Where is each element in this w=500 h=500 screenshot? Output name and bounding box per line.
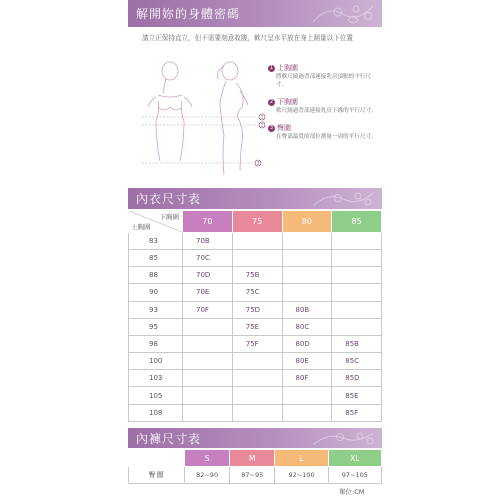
size-cell: 75F [232, 335, 282, 352]
pants-table-header [129, 450, 382, 467]
size-cell [282, 284, 332, 301]
under-bust-header: 下胸圍 [159, 213, 179, 221]
table-row [129, 467, 382, 484]
marker-1: 1 [260, 114, 264, 120]
measure-title: 解開妳的身體密碼 [136, 7, 241, 21]
measure-section [128, 27, 382, 179]
size-cell: 70F [183, 301, 233, 318]
size-cell [332, 284, 382, 301]
size-header-xl: XL [328, 450, 381, 467]
legend-title: 下胸圍 [277, 98, 298, 106]
size-cell [232, 249, 282, 266]
upper-bust-value: 90 [129, 284, 183, 301]
table-row [129, 387, 382, 404]
upper-bust-value: 88 [129, 267, 183, 284]
size-cell [332, 232, 382, 249]
size-cell [332, 318, 382, 335]
size-cell [332, 249, 382, 266]
legend-item-upper-bust [268, 63, 378, 89]
upper-bust-value: 100 [129, 353, 183, 370]
size-cell [183, 353, 233, 370]
size-cell: 75D [232, 301, 282, 318]
pants-size-table [128, 449, 382, 484]
marker-3: 3 [256, 160, 260, 166]
upper-bust-value: 108 [129, 404, 183, 421]
hip-range-cell: 97~105 [328, 467, 381, 484]
size-cell: 80B [282, 301, 332, 318]
measure-banner [128, 0, 382, 27]
size-cell [332, 301, 382, 318]
size-cell [282, 232, 332, 249]
column-header-85: 85 [332, 211, 382, 233]
upper-bust-value: 98 [129, 335, 183, 352]
size-cell: 80F [282, 370, 332, 387]
measure-legend [268, 63, 378, 149]
upper-bust-value: 95 [129, 318, 183, 335]
number-2-icon: 2 [269, 98, 274, 105]
size-cell [282, 404, 332, 421]
legend-item-hip [268, 123, 378, 141]
upper-bust-value: 93 [129, 301, 183, 318]
hip-range-cell: 92~100 [275, 467, 328, 484]
order-size-label: Order size [129, 450, 185, 467]
size-cell: 80D [282, 335, 332, 352]
size-cell [183, 318, 233, 335]
hip-range-cell: 82~90 [185, 467, 230, 484]
upper-bust-value: 85 [129, 249, 183, 266]
size-cell [332, 267, 382, 284]
size-cell [183, 370, 233, 387]
upper-bust-value: 83 [129, 232, 183, 249]
size-header-l: L [275, 450, 328, 467]
table-row [129, 301, 382, 318]
legend-desc: 將軟尺繞過背部連接乳房頂點的平行尺寸。 [276, 74, 372, 88]
measure-intro: 請立正保持直立，但不需要刻意收腹，軟尺呈水平放在身上測量以下位置 [142, 34, 353, 42]
bra-size-table [128, 210, 382, 422]
legend-desc: 在臀部最寬的部位測量一周的平行尺寸。 [276, 134, 377, 140]
size-cell [183, 335, 233, 352]
legend-item-under-bust [268, 97, 378, 115]
size-cell [232, 370, 282, 387]
bra-banner [128, 188, 382, 209]
size-cell [232, 353, 282, 370]
number-1-icon: 1 [269, 64, 274, 71]
size-cell: 85B [332, 335, 382, 352]
corner-cell [129, 211, 183, 233]
body-measure-illustration [140, 61, 268, 177]
size-cell [282, 249, 332, 266]
size-cell [282, 267, 332, 284]
hip-label: 臀圍 [129, 467, 185, 484]
column-header-80: 80 [282, 211, 332, 233]
table-row [129, 232, 382, 249]
size-cell: 80E [282, 353, 332, 370]
size-cell [232, 232, 282, 249]
table-row [129, 267, 382, 284]
table-row [129, 284, 382, 301]
size-header-s: S [185, 450, 230, 467]
size-cell [282, 387, 332, 404]
bra-table-header [129, 211, 382, 233]
size-cell: 75C [232, 284, 282, 301]
size-cell: 75E [232, 318, 282, 335]
column-header-75: 75 [232, 211, 282, 233]
pants-title: 內褲尺寸表 [136, 431, 202, 446]
table-row [129, 318, 382, 335]
floral-ornament-icon [308, 0, 378, 27]
size-cell: 70C [183, 249, 233, 266]
legend-desc: 軟尺繞過背部連接乳房下緣的平行尺寸。 [276, 108, 377, 114]
size-cell [232, 404, 282, 421]
size-cell [232, 387, 282, 404]
size-header-m: M [230, 450, 275, 467]
floral-ornament-icon [308, 188, 378, 209]
unit-label: 單位:CM [339, 488, 365, 496]
size-cell [183, 404, 233, 421]
upper-bust-header: 上胸圍 [131, 222, 151, 231]
table-row [129, 404, 382, 421]
size-cell: 85C [332, 353, 382, 370]
table-row [129, 370, 382, 387]
size-cell: 80C [282, 318, 332, 335]
number-3-icon: 3 [269, 124, 274, 131]
table-row [129, 335, 382, 352]
column-header-70: 70 [183, 211, 233, 233]
size-cell [183, 387, 233, 404]
upper-bust-value: 105 [129, 387, 183, 404]
pants-banner [128, 428, 382, 448]
table-row [129, 249, 382, 266]
size-cell: 85F [332, 404, 382, 421]
size-cell: 75B [232, 267, 282, 284]
size-cell: 85D [332, 370, 382, 387]
size-cell: 70B [183, 232, 233, 249]
size-cell: 70E [183, 284, 233, 301]
size-cell: 70D [183, 267, 233, 284]
legend-title: 上胸圍 [277, 64, 298, 72]
floral-ornament-icon [308, 428, 378, 448]
table-row [129, 353, 382, 370]
bra-title: 內衣尺寸表 [136, 192, 202, 206]
marker-2: 2 [260, 122, 264, 128]
legend-title: 臀圍 [277, 124, 291, 132]
hip-range-cell: 87~95 [230, 467, 275, 484]
size-cell: 85E [332, 387, 382, 404]
upper-bust-value: 103 [129, 370, 183, 387]
